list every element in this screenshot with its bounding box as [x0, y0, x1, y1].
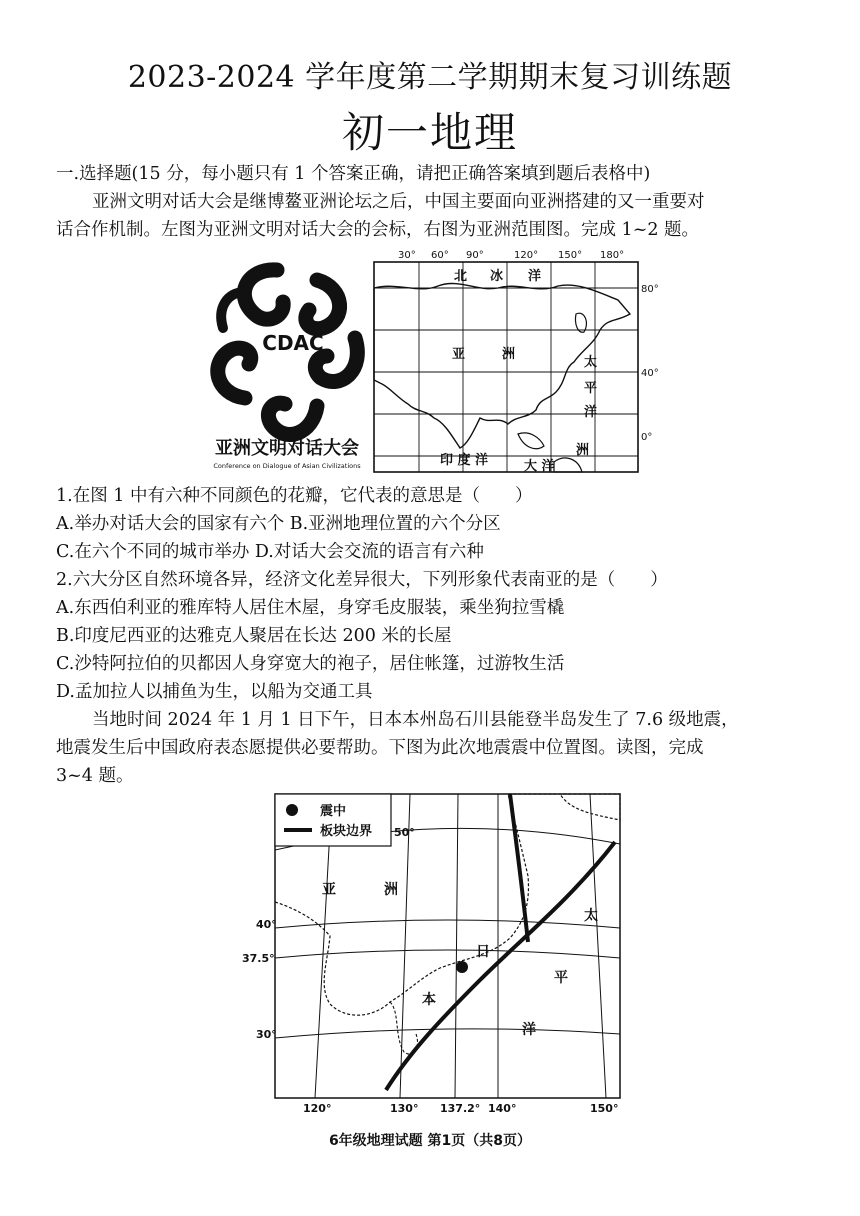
continent-label-asia: 亚: [452, 347, 466, 362]
logo-name-en: Conference on Dialogue of Asian Civilizations: [213, 462, 361, 470]
intro-paragraph-line: 当地时间 2024 年 1 月 1 日下午，日本本州岛石川县能登半岛发生了 7.6 级地震，: [92, 710, 739, 730]
lat-label: 50°: [394, 826, 415, 839]
lat-label: 40°: [641, 368, 659, 379]
lon-label: 150°: [558, 250, 583, 261]
continent-label-asia: 洲: [384, 882, 398, 898]
ocean-label-arctic: 北: [454, 269, 468, 284]
lon-label: 30°: [398, 250, 416, 261]
country-label-japan: 日: [476, 944, 490, 960]
continent-label-asia: 洲: [502, 347, 516, 362]
intro-paragraph-line: 3~4 题。: [56, 766, 134, 786]
lon-label: 130°: [390, 1102, 419, 1115]
ocean-label-pacific: 洋: [584, 405, 598, 420]
page-footer: 6年级地理试题 第1页（共8页）: [328, 1133, 532, 1149]
lat-label: 30°: [256, 1028, 277, 1041]
question-2-option-d: D.孟加拉人以捕鱼为生，以船为交通工具: [56, 682, 373, 702]
country-label-japan: 本: [422, 992, 436, 1008]
logo-abbr: CDAC: [262, 331, 324, 355]
ocean-label-pacific: 太: [584, 908, 598, 924]
continent-label-asia: 亚: [322, 882, 336, 898]
cdac-logo: [205, 258, 375, 473]
question-2-option-a: A.东西伯利亚的雅库特人居住木屋，身穿毛皮服装，乘坐狗拉雪橇: [56, 598, 565, 618]
lat-label: 80°: [641, 284, 659, 295]
lon-label: 90°: [466, 250, 484, 261]
earthquake-epicenter-map: [242, 790, 630, 1120]
ocean-label-pacific: 太: [584, 355, 598, 370]
lat-label: 0°: [641, 432, 653, 443]
question-1: 1.在图 1 中有六种不同颜色的花瓣，它代表的意思是（ ）: [56, 486, 533, 506]
lon-label: 150°: [590, 1102, 619, 1115]
ocean-label-arctic: 洋: [528, 269, 542, 284]
lat-label: 37.5°: [242, 952, 275, 965]
continent-label-oceania: 大 洋: [524, 459, 555, 474]
subject-title: 初一地理: [341, 108, 518, 157]
ocean-label-indian: 印 度 洋: [440, 453, 489, 468]
logo-name-cn: 亚洲文明对话大会: [215, 438, 359, 459]
lon-label: 137.2°: [440, 1102, 481, 1115]
lon-label: 60°: [431, 250, 449, 261]
lon-label: 120°: [303, 1102, 332, 1115]
lon-label: 140°: [488, 1102, 517, 1115]
section-heading: 一.选择题(15 分，每小题只有 1 个答案正确，请把正确答案填到题后表格中): [56, 164, 651, 184]
question-1-options-cd: C.在六个不同的城市举办 D.对话大会交流的语言有六种: [56, 542, 484, 562]
question-1-options-ab: A.举办对话大会的国家有六个 B.亚洲地理位置的六个分区: [56, 514, 501, 534]
lon-label: 120°: [514, 250, 539, 261]
continent-label-oceania: 洲: [576, 443, 590, 458]
ocean-label-pacific: 洋: [522, 1022, 536, 1038]
asia-map: [368, 248, 663, 476]
ocean-label-pacific: 平: [584, 381, 598, 396]
legend-boundary-label: 板块边界: [320, 824, 373, 839]
ocean-label-arctic: 冰: [490, 269, 504, 284]
question-2: 2.六大分区自然环境各异，经济文化差异很大，下列形象代表南亚的是（ ）: [56, 570, 668, 590]
intro-paragraph-line: 话合作机制。左图为亚洲文明对话大会的会标，右图为亚洲范围图。完成 1~2 题。: [56, 220, 700, 240]
intro-paragraph-line: 亚洲文明对话大会是继博鳌亚洲论坛之后，中国主要面向亚洲搭建的又一重要对: [92, 192, 705, 212]
legend-epicenter-label: 震中: [320, 804, 347, 819]
ocean-label-pacific: 平: [554, 970, 568, 986]
exam-title: 2023-2024 学年度第二学期期末复习训练题: [127, 60, 733, 95]
intro-paragraph-line: 地震发生后中国政府表态愿提供必要帮助。下图为此次地震震中位置图。读图，完成: [56, 738, 704, 758]
question-2-option-b: B.印度尼西亚的达雅克人聚居在长达 200 米的长屋: [56, 626, 452, 646]
lat-label: 40°: [256, 918, 277, 931]
lon-label: 180°: [600, 250, 625, 261]
question-2-option-c: C.沙特阿拉伯的贝都因人身穿宽大的袍子，居住帐篷，过游牧生活: [56, 654, 565, 674]
